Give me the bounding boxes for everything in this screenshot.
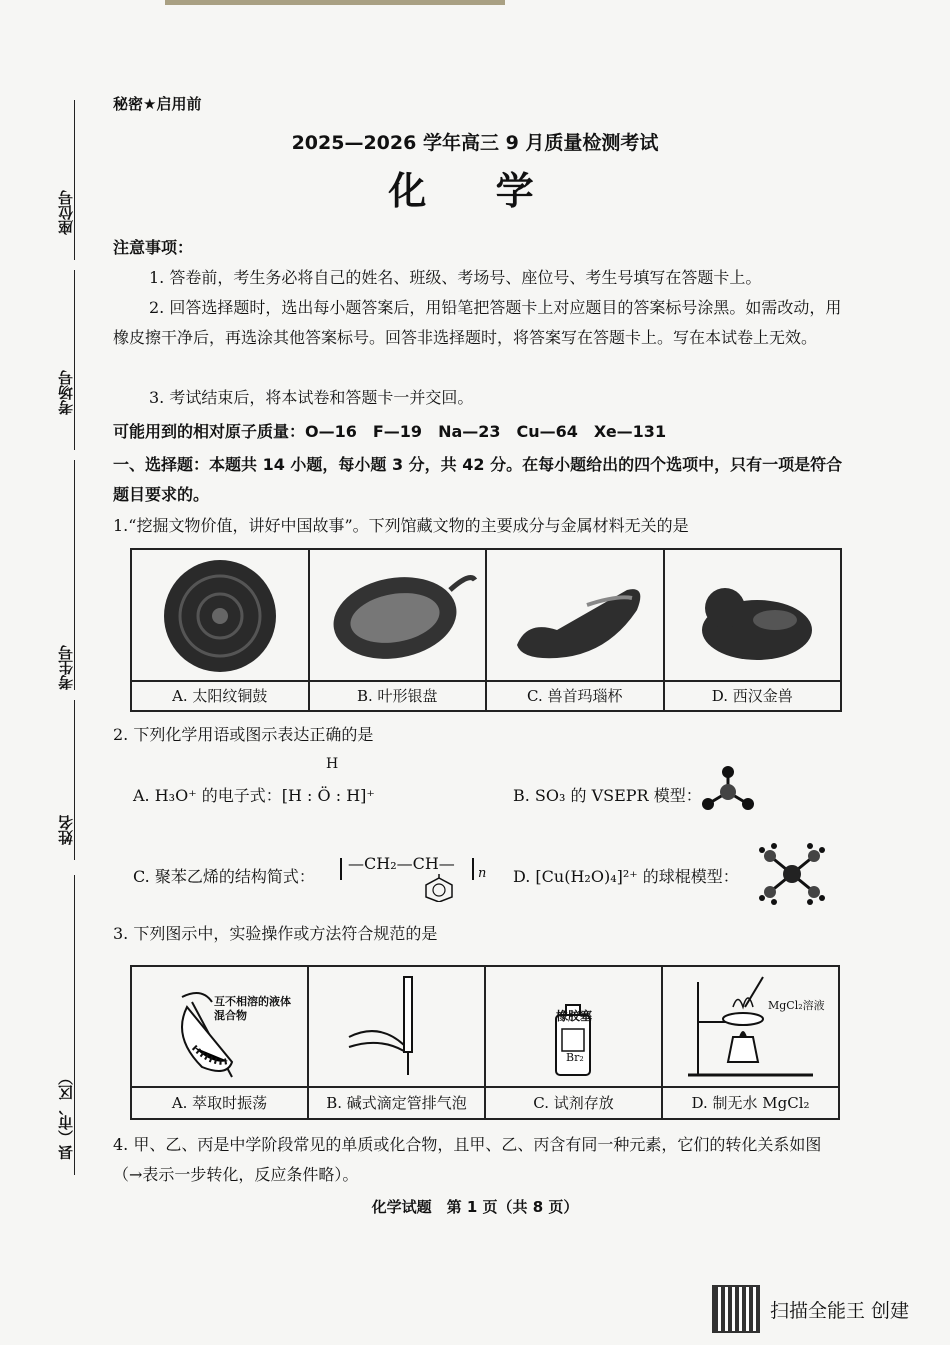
bronze-drum-image <box>132 550 307 680</box>
notice-item-1: 1. 答卷前，考生务必将自己的姓名、班级、考场号、座位号、考生号填写在答题卡上。 <box>149 268 762 287</box>
scanner-watermark-text: 扫描全能王 创建 <box>770 1299 910 1322</box>
q3-c-bottle-label: Br₂ <box>566 1051 584 1064</box>
notice-item-2: 2. 回答选择题时，选出每小题答案后，用铅笔把答题卡上对应题目的答案标号涂黑。如需改动，用橡皮擦干净后，再选涂其他答案标号。回答非选择题时，将答案写在答题卡上。写在本试卷上无效。 <box>113 298 842 347</box>
margin-name-label: 姓名 <box>57 815 75 845</box>
q2-option-c-label: C. 聚苯乙烯的结构简式： <box>133 867 315 886</box>
question-2-stem: 2. 下列化学用语或图示表达正确的是 <box>113 725 374 744</box>
h3o-formula: [H : Ö : H]⁺ <box>281 786 375 805</box>
q2-option-a <box>133 783 375 806</box>
cu-h2o-ball-stick-icon <box>752 838 832 908</box>
option-d-cell <box>664 549 842 711</box>
qr-code-icon <box>712 1285 760 1333</box>
margin-room-label: 考场号 <box>57 370 75 415</box>
secret-mark: 秘密★启用前 <box>113 95 202 113</box>
option-b-cell <box>309 549 487 711</box>
notice-title: 注意事项： <box>113 238 194 257</box>
q3-option-b-cell <box>308 966 485 1119</box>
q2-option-d-label: D. [Cu(H₂O)₄]²⁺ 的球棍模型： <box>513 867 739 886</box>
gold-beast-image <box>665 550 840 680</box>
q3-option-a-caption: A. 萃取时振荡 <box>132 1086 307 1118</box>
scanner-watermark <box>712 1285 909 1333</box>
bracket-left <box>340 858 346 880</box>
exam-title: 2025—2026 学年高三 9 月质量检测考试 <box>291 132 659 154</box>
question-4-stem: 4. 甲、乙、丙是中学阶段常见的单质或化合物，且甲、乙、丙含有同一种元素，它们的转化关系如图（→表示一步转化，反应条件略）。 <box>113 1135 822 1184</box>
q3-option-c-caption: C. 试剂存放 <box>486 1086 661 1118</box>
question-1-image-table <box>130 548 842 712</box>
notice-item-3: 3. 考试结束后，将本试卷和答题卡一并交回。 <box>149 388 474 407</box>
q3-option-b-caption: B. 碱式滴定管排气泡 <box>309 1086 484 1118</box>
polystyrene-structure <box>340 850 487 900</box>
option-a-caption: A. 太阳纹铜鼓 <box>132 680 308 710</box>
question-1-stem: 1.“挖掘文物价值，讲好中国故事”。下列馆藏文物的主要成分与金属材料无关的是 <box>113 516 689 535</box>
margin-line <box>74 270 75 450</box>
option-d-caption: D. 西汉金兽 <box>665 680 841 710</box>
question-3-image-table <box>130 965 840 1120</box>
so3-vsepr-model-icon <box>698 764 758 819</box>
benzene-ring-icon <box>422 874 456 902</box>
bracket-right <box>468 858 474 880</box>
option-c-cell <box>486 549 664 711</box>
polystyrene-chain: —CH₂—CH— <box>348 854 455 873</box>
section-heading: 一、选择题：本题共 14 小题，每小题 3 分，共 42 分。在每小题给出的四个选项中，只有一项是符合题目要求的。 <box>113 455 843 504</box>
h3o-top-hydrogen: H <box>326 756 339 772</box>
q3-option-a-cell <box>131 966 308 1119</box>
q3-option-d-cell <box>662 966 839 1119</box>
q3-d-solution-label: MgCl₂溶液 <box>768 999 825 1012</box>
q2-option-a-label: A. H₃O⁺ 的电子式： <box>133 786 282 805</box>
evaporation-setup-image <box>663 967 838 1085</box>
silver-leaf-plate-image <box>310 550 485 680</box>
burette-bubble-image <box>309 967 484 1085</box>
q3-a-liquid-label: 互不相溶的液体混合物 <box>214 995 291 1022</box>
polymer-n: n <box>478 866 487 881</box>
option-a-cell <box>131 549 309 711</box>
question-3-stem: 3. 下列图示中，实验操作或方法符合规范的是 <box>113 924 438 943</box>
extraction-shaking-image <box>132 967 307 1085</box>
q3-option-c-cell <box>485 966 662 1119</box>
page-footer: 化学试题 第 1 页（共 8 页） <box>371 1198 579 1216</box>
q2-option-b-label: B. SO₃ 的 VSEPR 模型： <box>513 786 702 805</box>
margin-seat-label: 座位号 <box>57 190 75 235</box>
option-c-caption: C. 兽首玛瑙杯 <box>487 680 663 710</box>
atomic-masses: 可能用到的相对原子质量：O—16 F—19 Na—23 Cu—64 Xe—131 <box>113 422 667 441</box>
top-stripe <box>165 0 505 5</box>
q3-c-stopper-label: 橡胶塞 <box>556 1009 593 1023</box>
agate-cup-image <box>487 550 662 680</box>
margin-county-label: 县（市、区） <box>57 1070 75 1160</box>
option-b-caption: B. 叶形银盘 <box>310 680 486 710</box>
q3-option-d-caption: D. 制无水 MgCl₂ <box>663 1086 838 1118</box>
subject-title: 化 学 <box>388 169 562 213</box>
reagent-bottle-image <box>486 967 661 1085</box>
margin-id-label: 考生号 <box>57 645 75 690</box>
